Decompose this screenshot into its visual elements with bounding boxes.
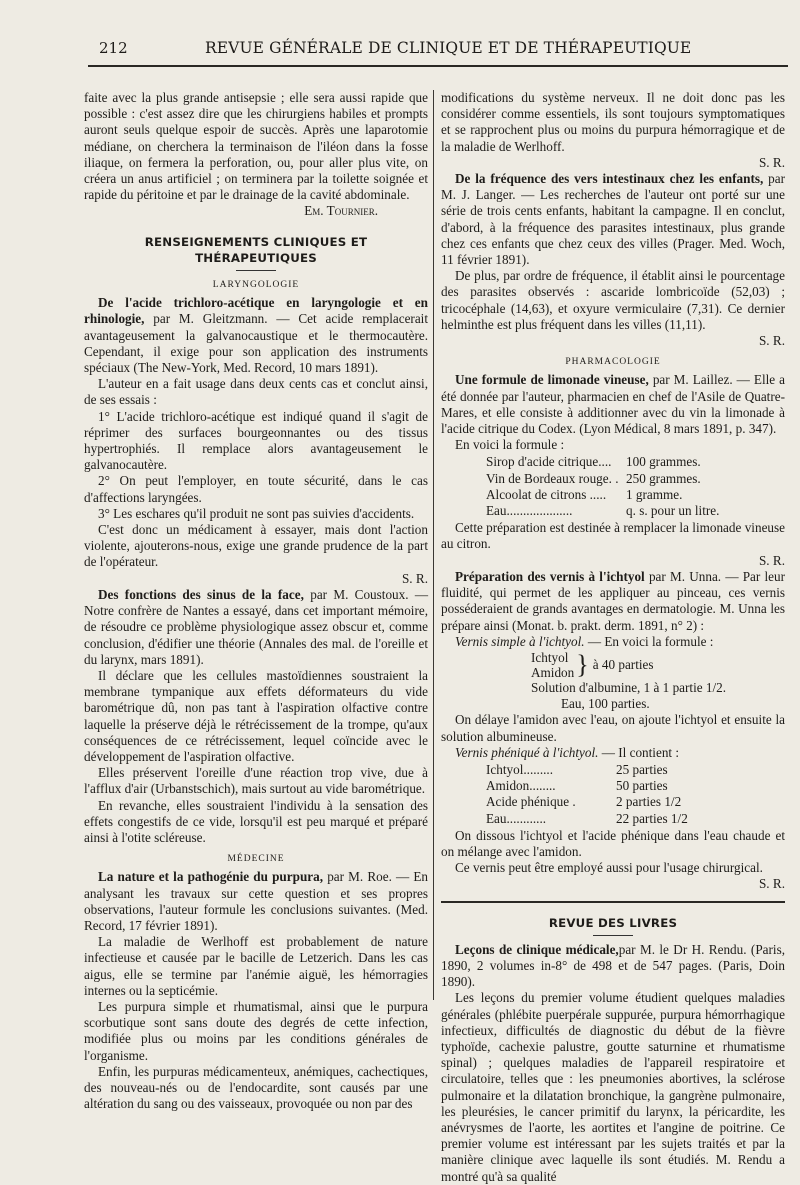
formula-intro: Vernis simple à l'ichtyol. — En voici la formule : — [455, 633, 714, 649]
article-paragraph: Leçons de clinique médicale,par M. le Dr H. Rendu. (Paris, 1890, 2 volumes in-8° de 498 et de 547 pages. (Paris, Doin 1890). — [441, 941, 785, 990]
signature: S. R. — [401, 570, 428, 586]
signature: S. R. — [758, 876, 785, 892]
article-paragraph: De l'acide trichloro-acétique en laryngologie et en rhinologie, par M. Gleitzmann. — Cet acide remplacerait avantageusement la galvanocaustique et le thermocautère. Cependant, il exige pour son application des instruments spéciaux (The New-York, Med. Record, 10 mars 1891). — [84, 295, 429, 376]
left-column — [84, 90, 428, 1112]
paragraph: Les purpura simple et rhumatismal, ainsi que le purpura scorbutique sont sans doute des degrés de cette infection, modifiée plus ou moins par les conditions générales de l'organisme. — [84, 998, 428, 1063]
formula-row: Acide phénique . 2 parties 1/2 — [486, 794, 682, 810]
signature: S. R. — [758, 154, 785, 170]
article-title: Préparation des vernis à l'ichtyol — [455, 568, 645, 584]
paragraph: Enfin, les purpuras médicamenteux, anémiques, cachectiques, des nouveau-nés ou de l'endocardite, sont causés par une altération du sang ou des vaisseaux, provoquée ou non par des — [84, 1063, 428, 1112]
brace-item: Amidon — [531, 664, 575, 680]
brace-quantity: à 40 parties — [592, 656, 654, 672]
paragraph: La maladie de Werlhoff est probablement de nature infectieuse et causée par le bacille de Letzerich. Dans les cas aigus, elle se termine par l'anémie aiguë, les hémorragies internes ou la septicémie. — [84, 934, 428, 998]
formula-row: Vin de Bordeaux rouge. . 250 grammes. — [486, 470, 701, 486]
paragraph: 2° On peut l'employer, en toute sécurité, dans le cas d'affections laryngées. — [84, 473, 428, 505]
short-rule — [593, 935, 633, 936]
brace-item: Ichtyol — [531, 649, 569, 665]
formula-row: Sirop d'acide citrique.... 100 grammes. — [486, 454, 701, 470]
author-signature: Em. Tournier. — [304, 203, 378, 219]
article-paragraph: Des fonctions des sinus de la face, par M. Coustoux. — Notre confrère de Nantes a essayé, dans cet important mémoire, de résoudre ce problème physiologique assez obscur et, comme conclusion, d'édifier une théorie (Annales des mal. de l'oreille et du larynx, mars 1891). — [84, 586, 429, 667]
formula-row: Eau............ 22 parties 1/2 — [486, 810, 688, 826]
running-title: REVUE GÉNÉRALE DE CLINIQUE ET DE THÉRAPEUTIQUE — [205, 39, 692, 57]
article-paragraph: De la fréquence des vers intestinaux chez les enfants, par M. J. Langer. — Les recherches de l'auteur ont porté sur une série de trois cents enfants, habitant la campagne. Il en conclut, d'abord, à la fréquence des parasites intestinaux, plus grande chez ces enfants que chez ceux des villes (Prager. Med. Woch, 11 février 1891). — [441, 171, 785, 268]
paragraph: 1° L'acide trichloro-acétique est indiqué quand il s'agit de réprimer des surfaces bourgeonnantes ou des tissus hypertrophiés. Il remplace alors avantageusement le galvanocautère. — [84, 408, 428, 473]
formula-table — [486, 762, 785, 827]
book-title: Leçons de clinique médicale, — [455, 941, 619, 957]
paragraph: Les leçons du premier volume étudient quelques maladies générales (phlébite puerpérale suppurée, purpura hémorrhagique infectieux, difficultés de diagnostic du début de la fièvre typhoïde, cachexie palustre, goutte saturnine et rhumatisme spinal) ; quelques maladies de l'appareil respiratoire et circulatoire, telles que : les pneumonies abortives, la sclérose pulmonaire et la dilatation bronchique, la gangrène pulmonaire, les pleurésies, le cancer primitif du larynx, la péricardite, les anévrysmes de l'aorte, les aortites et l'angine de poitrine. Ce premier volume est intéressant par les sujets traités et par la manière clinique avec laquelle ils sont étudiés. M. Rendu a montré qu'à sa qualité — [441, 990, 785, 1184]
subsection-heading: LARYNGOLOGIE — [212, 280, 300, 291]
paragraph: De plus, par ordre de fréquence, il établit ainsi le pourcentage des parasites observés : ascaride lombricoïde (52,03) ; tricocéphale (14,63), et oxyure vermiculaire (7,31). Ce dernier helminthe est plus fréquent dans les villes (11,11). — [441, 268, 785, 332]
paragraph: Cette préparation est destinée à remplacer la limonade vineuse au citron. — [441, 520, 785, 552]
paragraph: On dissous l'ichtyol et l'acide phénique dans l'eau chaude et on mélange avec l'amidon. — [441, 827, 785, 859]
paragraph: 3° Les eschares qu'il produit ne sont pas suivies d'accidents. — [98, 505, 415, 521]
formula-line: Solution d'albumine, 1 à 1 partie 1/2. — [531, 679, 727, 695]
article-paragraph: Préparation des vernis à l'ichtyol par M. Unna. — Par leur fluidité, qui permet de les appliquer au pinceau, ces vernis posséderaient de grands avantages en dermatologie. M. Unna les prépare ainsi (Monat. b. prakt. derm. 1891, n° 2) : — [441, 568, 786, 633]
article-title: La nature et la pathogénie du purpura, — [98, 869, 324, 885]
article-paragraph: La nature et la pathogénie du purpura, par M. Roe. — En analysant les travaux sur cette question et ses propres observations, l'auteur formule les conclusions suivantes. (Med. Record, 17 février 1891). — [84, 869, 429, 933]
paragraph: modifications du système nerveux. Il ne doit donc pas les considérer comme essentiels, ils sont toujours symptomatiques et se rapprochent plus ou moins du purpura hémorragique et de la maladie de Werlhoff. — [441, 90, 785, 154]
signature: S. R. — [758, 552, 785, 568]
section-title: RENSEIGNEMENTS CLINIQUES ET THÉRAPEUTIQUES — [144, 234, 368, 265]
signature: S. R. — [758, 333, 785, 349]
paragraph: faite avec la plus grande antisepsie ; elle sera aussi rapide que possible : c'est assez dire que les chirurgiens habiles et prompts auront seuls quelque espoir de succès. Après une laparotomie médiane, on cherchera la terminaison de l'iléon dans la fosse iliaque, on fermera la perforation, ou, pour aller plus vite, on créera un anus artificiel ; on terminera par la toilette soignée et rapide du péritoine et par le drainage de la cavité abdominale. — [84, 90, 428, 203]
paragraph: Ce vernis peut être employé aussi pour l'usage chirurgical. — [455, 860, 763, 876]
paragraph: Il déclare que les cellules mastoïdiennes soustraient la membrane tympanique aux effets déformateurs du vide barométrique dû, non pas tant à l'aspiration olfactive contre laquelle la préserve déjà le rétrécissement de la trompe, qu'aux conséquences de ce rétrécissement, lequel coïncide avec le développement de l'aspiration olfactive. — [84, 667, 428, 764]
right-column — [441, 90, 785, 1185]
subsection-heading: PHARMACOLOGIE — [565, 357, 661, 368]
formula-row: Alcoolat de citrons ..... 1 gramme. — [486, 486, 683, 502]
subsection-heading: MÉDECINE — [227, 854, 285, 865]
formula-line: Eau, 100 parties. — [561, 696, 650, 712]
paragraph: En revanche, elles soustraient l'individu à la sensation des effets congestifs de ce vide, lorsqu'il est peu marqué et préparé ainsi à l'otite scléreuse. — [84, 797, 428, 845]
formula-row: Ichtyol......... 25 parties — [486, 761, 668, 777]
article-paragraph: Une formule de limonade vineuse, par M. Laillez. — Elle a été donnée par l'auteur, pharmacien en chef de l'Asile de Quatre-Mares, et elle consiste à additionner avec du vin la limonade à l'acide citrique du Codex. (Lyon Médical, 8 mars 1891, p. 347). — [441, 372, 786, 437]
brace-icon: } — [576, 649, 589, 679]
article-title: Des fonctions des sinus de la face, — [98, 586, 304, 602]
short-rule — [236, 270, 276, 271]
article-title: Une formule de limonade vineuse, — [455, 372, 649, 388]
formula-row: Eau.................... q. s. pour un litre. — [486, 503, 720, 519]
brace-group — [531, 650, 785, 680]
page-header — [0, 33, 800, 67]
paragraph: L'auteur en a fait usage dans deux cents cas et conclut ainsi, de ses essais : — [84, 376, 428, 408]
article-title: De l'acide trichloro-acétique en laryngologie et en rhinologie, — [84, 295, 428, 327]
article-title: De la fréquence des vers intestinaux chez les enfants, — [455, 171, 764, 187]
page-number: 212 — [99, 39, 128, 57]
paragraph: Elles préservent l'oreille d'une réaction trop vive, due à l'afflux d'air (Urbanstschich), mais surtout au vide barométrique. — [84, 765, 428, 797]
section-title: REVUE DES LIVRES — [548, 915, 678, 930]
formula-intro: Vernis phéniqué à l'ichtyol. — Il contient : — [455, 744, 680, 760]
paragraph: C'est donc un médicament à essayer, mais dont l'action violente, ajouterons-nous, exige une grande prudence de la part de l'opérateur. — [84, 522, 428, 570]
paragraph: On délaye l'amidon avec l'eau, on ajoute l'ichtyol et ensuite la solution albumineuse. — [441, 712, 785, 744]
column-divider — [433, 90, 434, 1000]
formula-table — [486, 454, 785, 519]
header-rule — [88, 65, 788, 67]
paragraph: En voici la formule : — [455, 437, 565, 453]
book-review-section — [441, 901, 785, 936]
formula-row: Amidon........ 50 parties — [486, 778, 668, 794]
